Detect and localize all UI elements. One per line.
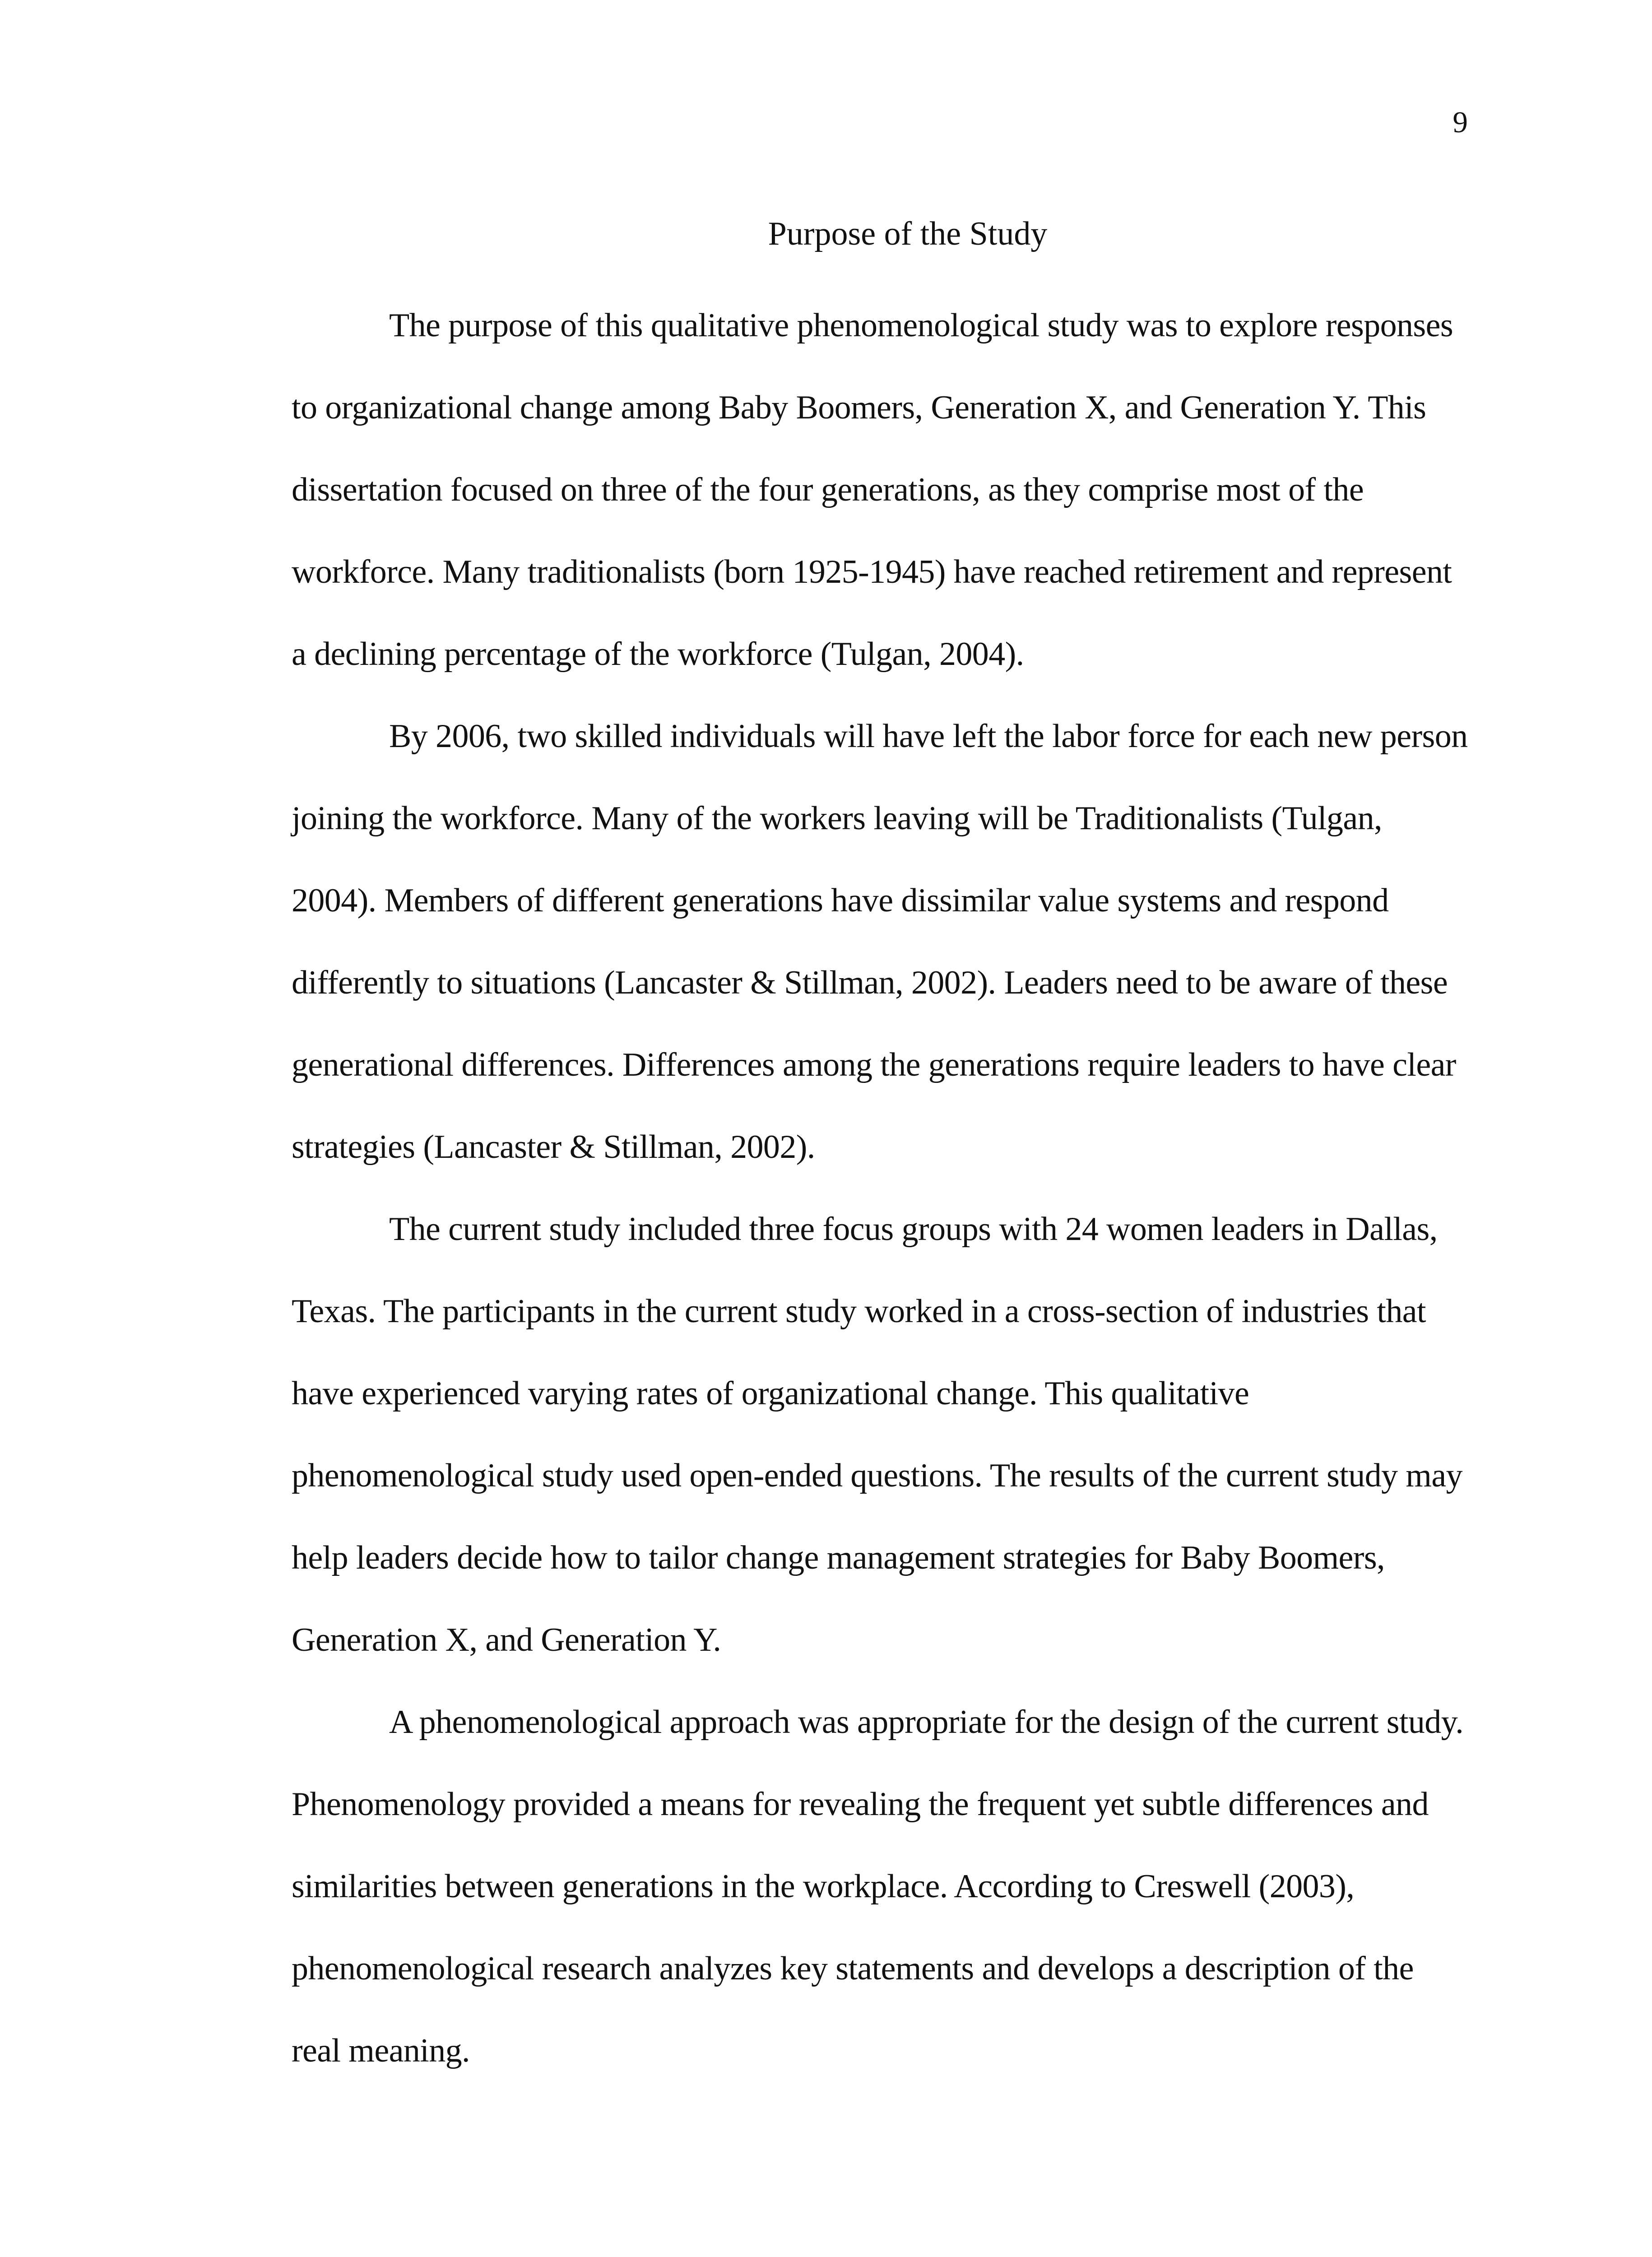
paragraph-phenomenological-approach: A phenomenological approach was appropriate for the design of the current study. Phenomenology provided a means for revealing the frequent yet subtle differences and similarities between generations in the workplace. According to Creswell (2003), phenomenological research analyzes key statements and develops a description of the real meaning. [292, 1704, 1464, 2069]
document-body [292, 211, 1470, 2092]
section-heading: Purpose of the Study [768, 215, 1048, 252]
paragraph-workforce-change: By 2006, two skilled individuals will have left the labor force for each new person joining the workforce. Many of the workers leaving will be Traditionalists (Tulgan, 2004). Members of different generations have dissimilar value systems and respond differently to situations (Lancaster & Stillman, 2002). Leaders need to be aware of these generational differences. Differences among the generations require leaders to have clear strategies (Lancaster & Stillman, 2002). [292, 718, 1468, 1166]
paragraph-purpose: The purpose of this qualitative phenomenological study was to explore responses to organizational change among Baby Boomers, Generation X, and Generation Y. This dissertation focused on three of the four generations, as they comprise most of the workforce. Many traditionalists (born 1925-1945) have reached retirement and represent a declining percentage of the workforce (Tulgan, 2004). [292, 307, 1453, 673]
page-number: 9 [1452, 106, 1468, 139]
paragraph-current-study: The current study included three focus groups with 24 women leaders in Dallas, Texas. The participants in the current study worked in a cross-section of industries that have experienced varying rates of organizational change. This qualitative phenomenological study used open-ended questions. The results of the current study may help leaders decide how to tailor change management strategies for Baby Boomers, Generation X, and Generation Y. [292, 1211, 1463, 1658]
